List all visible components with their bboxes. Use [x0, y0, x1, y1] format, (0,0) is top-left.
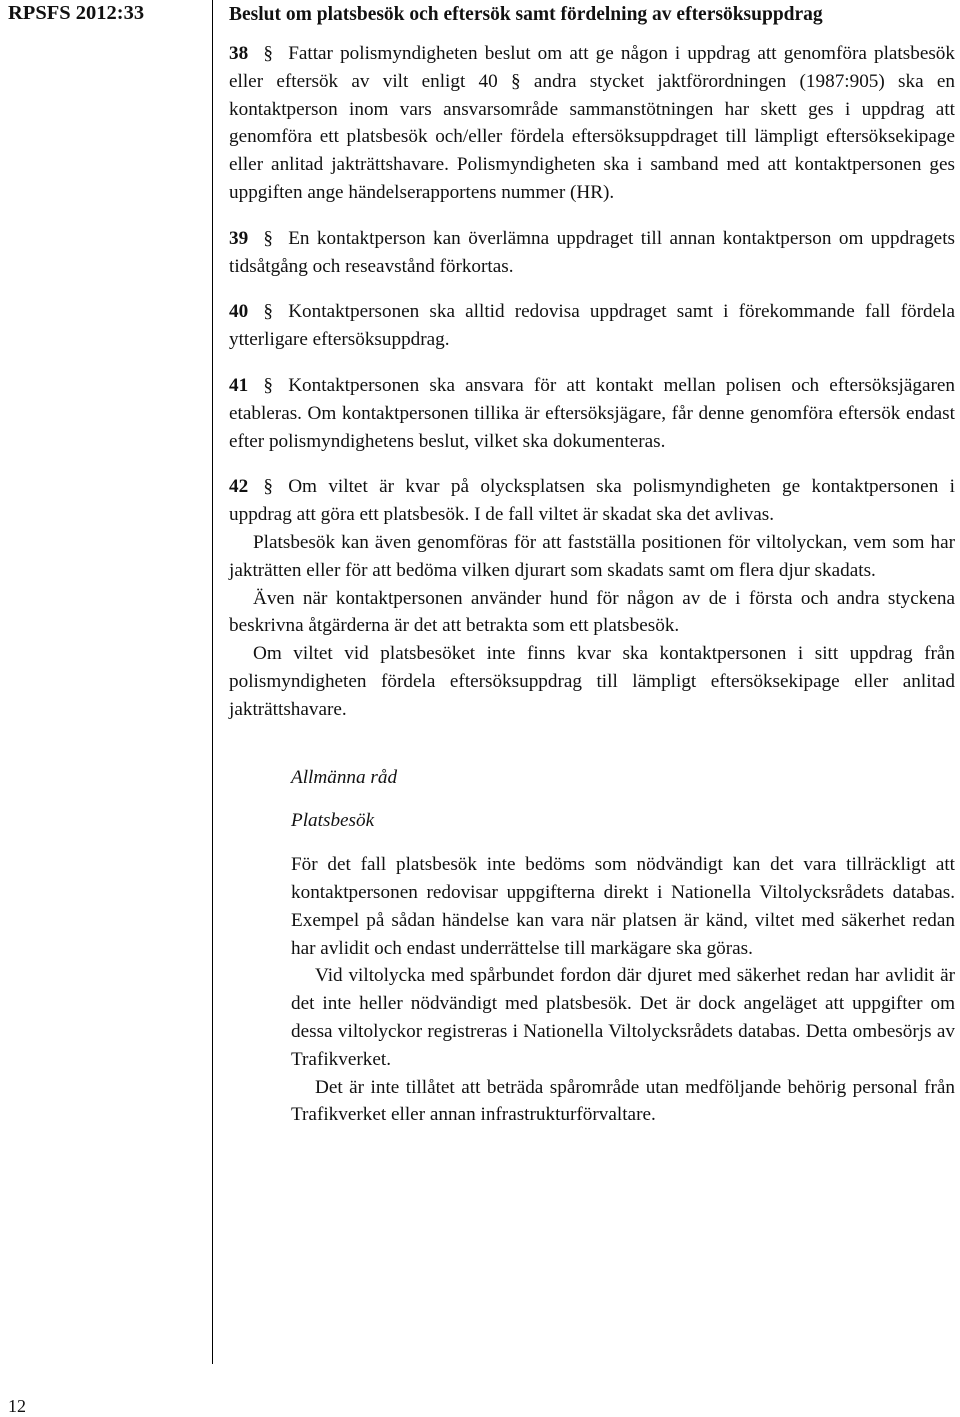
running-title: Beslut om platsbesök och eftersök samt fördelning av eftersöksuppdrag [229, 4, 823, 25]
section-paragraph [229, 372, 955, 455]
general-advice [291, 764, 955, 1130]
paragraph-mark: § [263, 227, 273, 249]
section-text: Kontaktpersonen ska ansvara för att kontakt mellan polisen och eftersöksjägaren etableras. Om kontaktpersonen tillika är eftersöksjägare, får denne genomföra eftersök endast efter polismyndighetens beslut, vilket ska dokumenteras. [229, 374, 955, 452]
paragraph-mark: § [263, 43, 273, 64]
paragraph-mark: § [263, 301, 273, 323]
page-number: 12 [8, 1396, 26, 1416]
main-text [229, 40, 955, 1129]
section-39 [229, 225, 955, 281]
section-paragraph [229, 298, 955, 354]
general-advice-subheading: Platsbesök [291, 810, 375, 832]
section-paragraph [229, 473, 955, 529]
advice-paragraph: För det fall platsbesök inte bedöms som nödvändigt kan det vara tillräckligt att kontaktpersonen redovisar uppgifterna direkt i Nationella Viltolycksrådets databas. Exempel på sådan händelse kan vara när platsen är känd, viltet med säkerhet redan har avlidit och endast underrättelse till markägare ska göras. [291, 854, 955, 959]
section-paragraph: Även när kontaktpersonen använder hund för någon av de i första och andra styckena beskrivna åtgärderna är det att betrakta som ett platsbesök. [229, 587, 955, 637]
section-38 [229, 40, 955, 207]
section-text: Kontaktpersonen ska alltid redovisa uppdraget samt i förekommande fall fördela ytterligare eftersöksuppdrag. [229, 301, 955, 351]
paragraph-mark: § [263, 374, 273, 396]
section-text: Om viltet är kvar på olycksplatsen ska polismyndigheten ge kontaktpersonen i uppdrag att göra ett platsbesök. I de fall viltet är skadat ska det avlivas. [229, 476, 955, 526]
section-number: 41 [229, 374, 249, 396]
section-paragraph: Platsbesök kan även genomföras för att fastställa positionen för viltolyckan, vem som har jakträtten eller för att bedöma vilken djurart som skadats samt om flera djur skadats. [229, 531, 955, 581]
section-41 [229, 372, 955, 455]
section-paragraph [229, 225, 955, 281]
section-paragraph: Om viltet vid platsbesöket inte finns kvar ska kontaktpersonen i sitt uppdrag från polismyndigheten fördela eftersöksuppdrag till lämpligt eftersöksekipage eller anlitad jakträttshavare. [229, 643, 955, 720]
section-text: En kontaktperson kan överlämna uppdraget till annan kontaktperson om uppdragets tidsåtgång och reseavstånd förkortas. [229, 227, 955, 277]
section-number: 40 [229, 301, 249, 323]
general-advice-heading: Allmänna råd [291, 766, 398, 788]
margin-rule [212, 0, 213, 1364]
paragraph-mark: § [263, 476, 273, 498]
advice-paragraph: Vid viltolycka med spårbundet fordon där djuret med säkerhet redan har avlidit är det inte heller nödvändigt med platsbesök. Det är dock angeläget att uppgifter om dessa viltolyckor registreras i Nationella Viltolycksrådets databas. Detta ombesörjs av Trafikverket. [291, 965, 955, 1070]
advice-paragraph: Det är inte tillåtet att beträda spårområde utan medföljande behörig personal från Trafikverket eller annan infrastrukturförvaltare. [291, 1076, 955, 1126]
section-paragraph [229, 40, 955, 207]
section-number: 38 [229, 43, 249, 64]
section-40 [229, 298, 955, 354]
section-number: 39 [229, 227, 249, 249]
section-42 [229, 473, 955, 723]
page-header [0, 0, 960, 40]
series-label: RPSFS 2012:33 [8, 2, 145, 24]
section-number: 42 [229, 476, 249, 498]
section-text: Fattar polismyndigheten beslut om att ge någon i uppdrag att genomföra platsbesök eller eftersök av vilt enligt 40 § andra stycket jaktförordningen (1987:905) ska en kontaktperson inom vars ansvarsområde sammanstötningen har skett ges i uppdrag att genomföra ett platsbesök och/eller fördela eftersöksuppdraget till lämpligt eftersöksekipage eller anlitad jakträttshavare. Polismyndigheten ska i samband med att kontaktpersonen ges uppgiften ange händelserapportens nummer (HR). [229, 43, 955, 203]
